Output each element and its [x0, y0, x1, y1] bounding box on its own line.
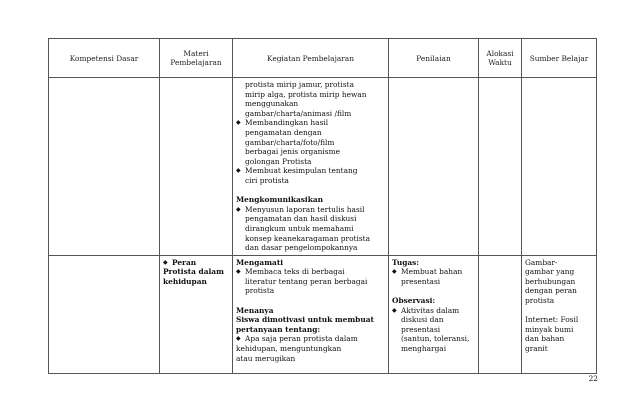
- list-item-text: menghargai: [401, 344, 447, 354]
- cell-kegiatan: [233, 255, 389, 373]
- list-item-text: Aktivitas dalam: [401, 305, 460, 315]
- section-heading-menanya: Menanya: [236, 305, 274, 315]
- cell-materi: [160, 78, 233, 256]
- cell-materi: [160, 255, 233, 373]
- cell-kd: [49, 78, 160, 256]
- list-item-text: dirangkum untuk memahami: [245, 223, 354, 233]
- cell-sumber: [522, 255, 597, 373]
- list-item-text: Membuat kesimpulan tentang: [245, 166, 358, 176]
- list-item-text: atau merugikan: [236, 353, 296, 363]
- bullet-icon: ◆: [392, 306, 397, 314]
- sumber-line: Internet: Fosil: [525, 315, 579, 325]
- header-kompetensi-dasar: Kompetensi Dasar: [49, 39, 160, 78]
- bullet-icon: ◆: [163, 258, 168, 266]
- header-materi-line2: Pembelajaran: [170, 58, 222, 67]
- list-item-text: Menyusun laporan tertulis hasil: [245, 204, 365, 214]
- bullet-icon: ◆: [392, 268, 397, 276]
- list-item-text: berbagai jenis organisme: [245, 147, 340, 157]
- list-item: [236, 267, 385, 296]
- kegiatan-line: gambar/charta/animasi /film: [245, 108, 352, 118]
- cell-kegiatan: [233, 78, 389, 256]
- list-item-text: Membandingkan hasil: [245, 118, 329, 128]
- table-row-continuation: [49, 78, 597, 256]
- list-item-text: kehidupan, menguntungkan: [236, 344, 342, 354]
- kegiatan-line: protista mirip jamur, protista: [245, 80, 355, 89]
- header-materi: [160, 39, 233, 78]
- list-item: [392, 306, 475, 354]
- list-item-text: presentasi: [401, 324, 441, 334]
- header-materi-line1: Materi: [183, 49, 209, 58]
- syllabus-table: [48, 38, 597, 374]
- list-item: [236, 205, 385, 253]
- siswa-text: Siswa dimotivasi untuk membuat: [236, 315, 374, 325]
- bullet-icon: ◆: [236, 119, 241, 127]
- sumber-line: dan bahan: [525, 334, 565, 344]
- list-item-text: Membuat bahan: [401, 267, 463, 277]
- bullet-icon: ◆: [236, 268, 241, 276]
- list-item: [236, 118, 385, 166]
- list-item-text: protista: [245, 286, 275, 296]
- list-item-text: ciri protista: [245, 175, 289, 185]
- header-alokasi: [479, 39, 522, 78]
- materi-text: kehidupan: [163, 276, 207, 286]
- kegiatan-line: mirip alga, protista mirip hewan: [245, 89, 367, 99]
- list-item: [236, 334, 385, 344]
- header-alokasi-line1: Alokasi: [486, 49, 514, 58]
- list-item-text: pengamatan dengan: [245, 127, 322, 137]
- list-item-text: diskusi dan: [401, 315, 444, 325]
- kegiatan-line: menggunakan: [245, 99, 299, 109]
- section-heading-tugas: Tugas:: [392, 257, 420, 267]
- list-item-text: Membaca teks di berbagai: [245, 267, 345, 277]
- page-number: 22: [588, 374, 598, 383]
- list-item: [163, 258, 229, 268]
- header-alokasi-line2: Waktu: [488, 58, 512, 67]
- section-heading-observasi: Observasi:: [392, 296, 436, 306]
- list-item-text: gambar/charta/foto/film: [245, 137, 335, 147]
- list-item-text: golongan Protista: [245, 156, 312, 166]
- list-item: [236, 166, 385, 185]
- list-item-text: konsep keanekaragaman protista: [245, 233, 371, 243]
- bullet-icon: ◆: [236, 205, 241, 213]
- list-item-text: dan dasar pengelompokannya: [245, 243, 358, 253]
- header-sumber: Sumber Belajar: [522, 39, 597, 78]
- bullet-icon: ◆: [236, 335, 241, 343]
- list-item-text: presentasi: [401, 276, 441, 286]
- sumber-line: granit: [525, 344, 548, 354]
- sumber-line: dengan peran: [525, 286, 577, 296]
- sumber-line: protista: [525, 296, 555, 306]
- cell-penilaian: [389, 78, 479, 256]
- list-item-text: (santun, toleransi,: [401, 334, 470, 344]
- sumber-line: Gambar-: [525, 257, 558, 267]
- table-row-peran-protista: [49, 255, 597, 373]
- sumber-line: gambar yang: [525, 267, 575, 277]
- list-item: [392, 267, 475, 286]
- header-row: [49, 39, 597, 78]
- sumber-line: minyak bumi: [525, 324, 574, 334]
- siswa-text: pertanyaan tentang:: [236, 324, 321, 334]
- cell-alokasi: [479, 255, 522, 373]
- cell-alokasi: [479, 78, 522, 256]
- section-heading-mengamati: Mengamati: [236, 257, 284, 267]
- header-kegiatan: Kegiatan Pembelajaran: [233, 39, 389, 78]
- cell-penilaian: [389, 255, 479, 373]
- materi-text: Protista dalam: [163, 267, 224, 277]
- header-penilaian: Penilaian: [389, 39, 479, 78]
- list-item-text: Peran: [172, 257, 197, 267]
- bullet-icon: ◆: [236, 167, 241, 175]
- list-item-text: Apa saja peran protista dalam: [245, 334, 358, 344]
- sumber-line: berhubungan: [525, 276, 576, 286]
- list-item-text: pengamatan dan hasil diskusi: [245, 214, 357, 224]
- cell-kd: [49, 255, 160, 373]
- section-heading-mengkomunikasikan: Mengkomunikasikan: [236, 195, 324, 205]
- list-item-text: literatur tentang peran berbagai: [245, 276, 368, 286]
- cell-sumber: [522, 78, 597, 256]
